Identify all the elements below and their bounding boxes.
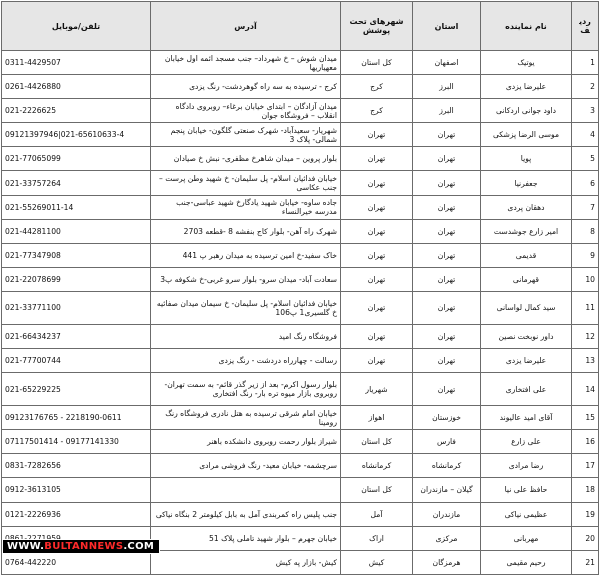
- address: خیابان امام شرقی ترسیده به هتل نادری فروشگاه رنگ رومینا: [151, 406, 341, 430]
- province: تهران: [413, 147, 481, 171]
- covered-cities: کل استان: [341, 478, 413, 502]
- address: سرچشمه- خیابان معید- رنگ فروشی مرادی: [151, 454, 341, 478]
- province: تهران: [413, 219, 481, 243]
- representative-name: یوتیک: [481, 51, 572, 75]
- address: میدان شوش – خ شهرداد– جنب مسجد ائمه اول خیابان معهیاریها: [151, 51, 341, 75]
- representative-name: سید کمال لواسانی: [481, 291, 572, 324]
- representative-name: قهرمانی: [481, 267, 572, 291]
- province: تهران: [413, 349, 481, 373]
- watermark-prefix: WWW.: [7, 541, 45, 552]
- address: کیش- بازار په کیش: [151, 550, 341, 574]
- row-number: 18: [572, 478, 599, 502]
- covered-cities: تهران: [341, 147, 413, 171]
- row-number: 13: [572, 349, 599, 373]
- phone-number: 021-44281100: [2, 219, 151, 243]
- representative-name: جعفرنیا: [481, 171, 572, 195]
- province: اصفهان: [413, 51, 481, 75]
- phone-number: 021-77065099: [2, 147, 151, 171]
- address: کرج - ترسیده به سه راه گوهردشت- رنگ یزدی: [151, 75, 341, 99]
- covered-cities: آمل: [341, 502, 413, 526]
- row-number: 16: [572, 430, 599, 454]
- phone-number: 09123176765 - 2218190-0611: [2, 406, 151, 430]
- table-row: [2, 373, 599, 406]
- representative-name: حافظ علی نیا: [481, 478, 572, 502]
- covered-cities: تهران: [341, 349, 413, 373]
- covered-cities: کرمانشاه: [341, 454, 413, 478]
- representative-name: قدیمی: [481, 243, 572, 267]
- row-number: 19: [572, 502, 599, 526]
- table-row: [2, 171, 599, 195]
- phone-number: 0311-4429507: [2, 51, 151, 75]
- province: گیلان – مازندران: [413, 478, 481, 502]
- row-number: 2: [572, 75, 599, 99]
- covered-cities: تهران: [341, 243, 413, 267]
- province: هرمزگان: [413, 550, 481, 574]
- row-number: 12: [572, 324, 599, 348]
- watermark-suffix: .COM: [123, 541, 155, 552]
- row-number: 9: [572, 243, 599, 267]
- phone-number: 021-22078699: [2, 267, 151, 291]
- table-row: [2, 502, 599, 526]
- table-row: [2, 267, 599, 291]
- covered-cities: تهران: [341, 219, 413, 243]
- province: تهران: [413, 195, 481, 219]
- covered-cities: کرج: [341, 99, 413, 123]
- table-row: [2, 123, 599, 147]
- address: جاده ساوه- خیابان شهید یادگارخ شهید عباسی-جنب مدرسه خیرالنساء: [151, 195, 341, 219]
- covered-cities: تهران: [341, 267, 413, 291]
- phone-number: 0261-4426880: [2, 75, 151, 99]
- province: البرز: [413, 99, 481, 123]
- representative-name: داور نوبخت نصین: [481, 324, 572, 348]
- province: خوزستان: [413, 406, 481, 430]
- covered-cities: تهران: [341, 291, 413, 324]
- province: فارس: [413, 430, 481, 454]
- table-row: [2, 454, 599, 478]
- address: شهریار- سعیدآباد- شهرک صنعتی گلگون- خیابان پنجم شمالی- پلاک 3: [151, 123, 341, 147]
- header-address: آدرس: [151, 2, 341, 51]
- phone-number: 021-77700744: [2, 349, 151, 373]
- table-row: [2, 147, 599, 171]
- representative-name: دهقان پردی: [481, 195, 572, 219]
- province: تهران: [413, 291, 481, 324]
- phone-number: 021-65229225: [2, 373, 151, 406]
- representative-name: علی زارع: [481, 430, 572, 454]
- covered-cities: شهریار: [341, 373, 413, 406]
- address: بلوار پروین – میدان شاهرخ مظفری- نبش خ صیادان: [151, 147, 341, 171]
- header-num: ردیف: [572, 2, 599, 51]
- table-row: [2, 99, 599, 123]
- table-row: [2, 219, 599, 243]
- phone-number: 0831-7282656: [2, 454, 151, 478]
- province: تهران: [413, 324, 481, 348]
- address: رسالت - چهارراه دردشت - رنگ یزدی: [151, 349, 341, 373]
- phone-number: 021-33757264: [2, 171, 151, 195]
- address: خیابان فدائیان اسلام- پل سلیمان- خ شهید وطن پرست – جنب عکاسی: [151, 171, 341, 195]
- table-row: [2, 349, 599, 373]
- table-row: [2, 406, 599, 430]
- row-number: 11: [572, 291, 599, 324]
- address: بلوار رسول اکرم- بعد از زیر گذر قائم- به سمت تهران- روبروی بازار میوه تره بار- رنگ افتخاری: [151, 373, 341, 406]
- province: البرز: [413, 75, 481, 99]
- province: تهران: [413, 267, 481, 291]
- province: تهران: [413, 123, 481, 147]
- province: کرمانشاه: [413, 454, 481, 478]
- covered-cities: تهران: [341, 324, 413, 348]
- province: مرکزی: [413, 526, 481, 550]
- table-row: [2, 243, 599, 267]
- header-phone: تلفن/موبایل: [2, 2, 151, 51]
- address: شهرک راه آهن- بلوار کاج بنفشه 8 -قطعه 2703: [151, 219, 341, 243]
- site-watermark: [2, 539, 160, 554]
- row-number: 20: [572, 526, 599, 550]
- phone-number: 0764-442220: [2, 550, 151, 574]
- phone-number: 021-55269011-14: [2, 195, 151, 219]
- address: خاک سفید-خ امین ترسیده به میدان رهبر پ 441: [151, 243, 341, 267]
- covered-cities: تهران: [341, 195, 413, 219]
- representative-name: علی افتخاری: [481, 373, 572, 406]
- row-number: 6: [572, 171, 599, 195]
- covered-cities: اهواز: [341, 406, 413, 430]
- phone-number: 07117501414 - 09177141330: [2, 430, 151, 454]
- address: خیابان فدائیان اسلام- پل سلیمان- خ سیمان میدان صفائیه خ گلسیری1 پ106: [151, 291, 341, 324]
- table-row: [2, 195, 599, 219]
- row-number: 8: [572, 219, 599, 243]
- covered-cities: کرج: [341, 75, 413, 99]
- row-number: 4: [572, 123, 599, 147]
- covered-cities: کل استان: [341, 51, 413, 75]
- table-body: [2, 51, 599, 575]
- row-number: 3: [572, 99, 599, 123]
- province: تهران: [413, 243, 481, 267]
- phone-number: 021-33771100: [2, 291, 151, 324]
- address: فروشگاه رنگ امید: [151, 324, 341, 348]
- table-row: [2, 430, 599, 454]
- table-row: [2, 51, 599, 75]
- row-number: 17: [572, 454, 599, 478]
- representative-name: رضا مرادی: [481, 454, 572, 478]
- address: خیابان جهرم – بلوار شهید تاملی پلاک 51: [151, 526, 341, 550]
- row-number: 7: [572, 195, 599, 219]
- row-number: 5: [572, 147, 599, 171]
- phone-number: 0121-2226936: [2, 502, 151, 526]
- phone-number: 021-77347908: [2, 243, 151, 267]
- representatives-table: [1, 1, 599, 575]
- province: مازندران: [413, 502, 481, 526]
- representative-name: امیر زارع جوشدست: [481, 219, 572, 243]
- province: تهران: [413, 171, 481, 195]
- phone-number: 021-66434237: [2, 324, 151, 348]
- row-number: 10: [572, 267, 599, 291]
- representative-name: پویا: [481, 147, 572, 171]
- address: سعادت آباد- میدان سرو- بلوار سرو غربی-خ شکوفه پ3: [151, 267, 341, 291]
- representative-name: موسی الرضا پزشکی: [481, 123, 572, 147]
- address: شیراز بلوار رحمت روبروی دانشکده باهنر: [151, 430, 341, 454]
- covered-cities: کیش: [341, 550, 413, 574]
- representative-name: رحیم مقیمی: [481, 550, 572, 574]
- phone-number: 09121397946|021-65610633-4: [2, 123, 151, 147]
- row-number: 15: [572, 406, 599, 430]
- table-row: [2, 478, 599, 502]
- header-province: استان: [413, 2, 481, 51]
- covered-cities: کل استان: [341, 430, 413, 454]
- table-row: [2, 291, 599, 324]
- table-row: [2, 75, 599, 99]
- phone-number: 021-2226625: [2, 99, 151, 123]
- covered-cities: تهران: [341, 171, 413, 195]
- address: [151, 478, 341, 502]
- address: میدان آزادگان – ابتدای خیابان برغاء– روبروی دادگاه انقلاب – فروشگاه جوان: [151, 99, 341, 123]
- watermark-brand: BULTANNEWS: [44, 541, 124, 552]
- representative-name: آقای امید عالیوند: [481, 406, 572, 430]
- header-name: نام نماینده: [481, 2, 572, 51]
- table-row: [2, 324, 599, 348]
- phone-number: 0912-3613105: [2, 478, 151, 502]
- covered-cities: تهران: [341, 123, 413, 147]
- row-number: 1: [572, 51, 599, 75]
- province: تهران: [413, 373, 481, 406]
- representative-name: علیرضا یزدی: [481, 349, 572, 373]
- representative-name: مهربانی: [481, 526, 572, 550]
- representative-name: عظیمی نیاکی: [481, 502, 572, 526]
- row-number: 21: [572, 550, 599, 574]
- representative-name: علیرضا یزدی: [481, 75, 572, 99]
- covered-cities: اراک: [341, 526, 413, 550]
- address: جنب پلیس راه کمربندی آمل به بابل کیلومتر 2 بنگاه نیاکی: [151, 502, 341, 526]
- table-header-row: [2, 2, 599, 51]
- row-number: 14: [572, 373, 599, 406]
- header-cities: شهرهای تحت پوشش: [341, 2, 413, 51]
- representative-name: داود جوانی اردکانی: [481, 99, 572, 123]
